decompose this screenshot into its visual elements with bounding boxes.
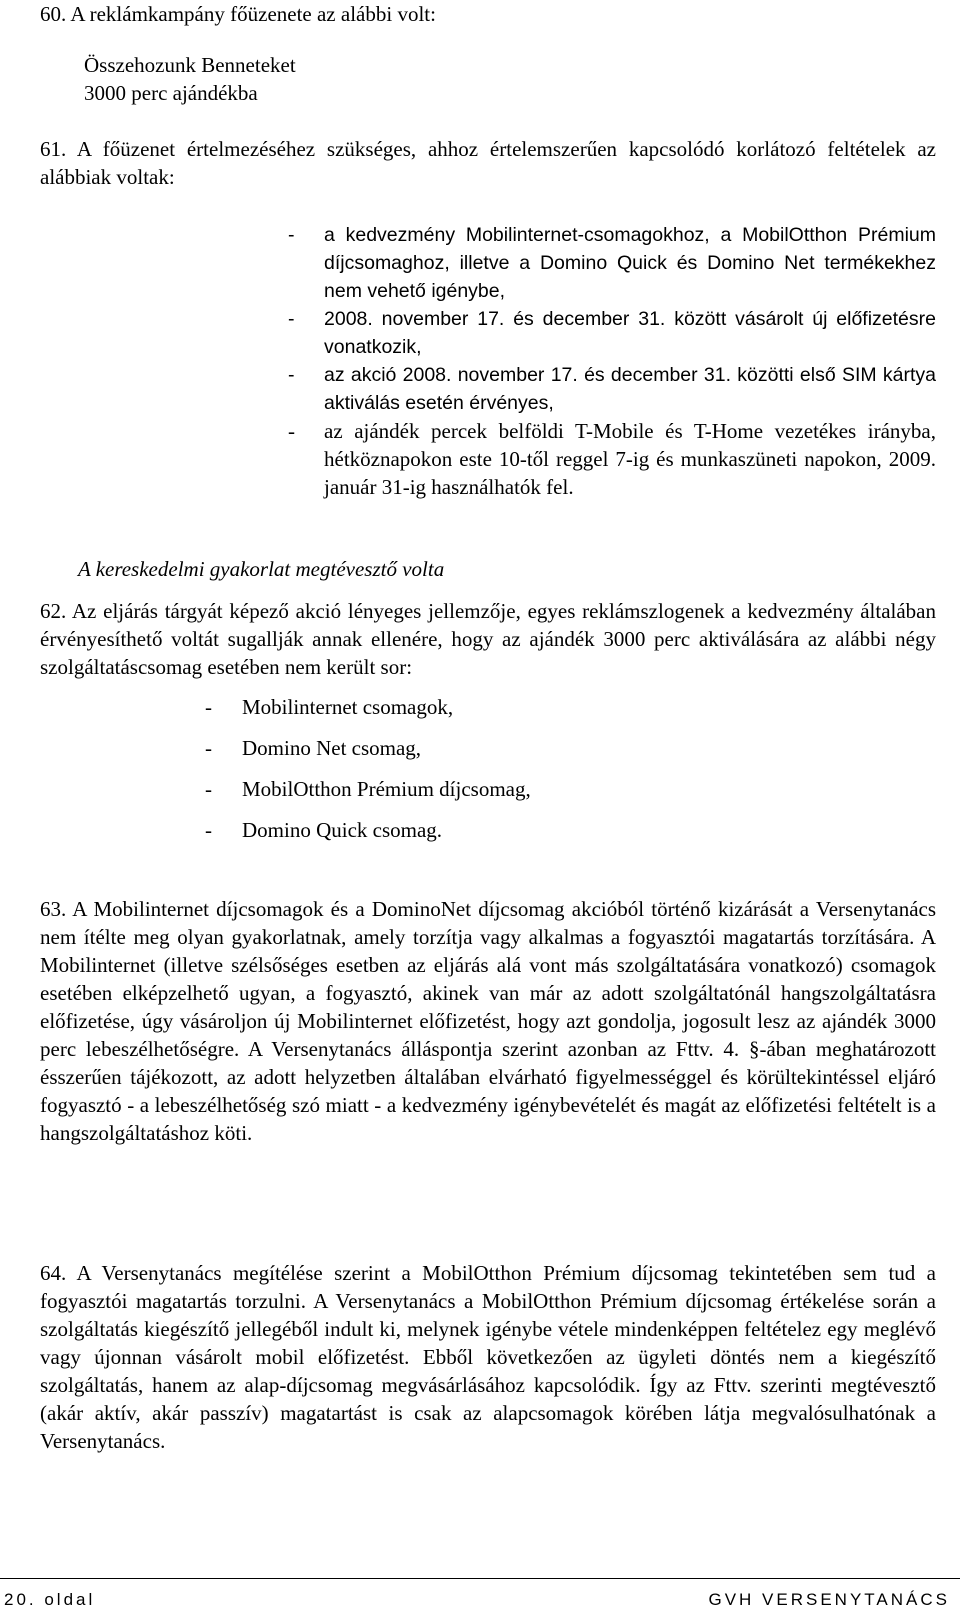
footer-organization: GVH VERSENYTANÁCS	[708, 1590, 950, 1609]
list-item	[205, 734, 531, 775]
dash-bullet: -	[288, 308, 295, 330]
list-item	[205, 775, 531, 816]
section-heading: A kereskedelmi gyakorlat megtévesztő volta	[78, 557, 445, 581]
paragraph-62	[40, 597, 936, 681]
paragraph-number: 61.	[40, 137, 67, 161]
paragraph-text: A reklámkampány főüzenete az alábbi volt:	[70, 2, 436, 26]
list-item	[288, 361, 936, 417]
list-item-text: a kedvezmény Mobilinternet-csomagokhoz, a MobilOtthon Prémium díjcsomaghoz, illetve a Domino Quick és Domino Net termékekhez nem vehető igénybe,	[324, 224, 936, 302]
condition-list	[288, 221, 936, 501]
paragraph-text: Az eljárás tárgyát képező akció lényeges jellemzője, egyes reklámszlogenek a kedvezmény általában érvényesíthető voltát sugallják annak ellenére, hogy az ajándék 3000 perc aktiválására az alábbi négy szolgáltatáscsomag esetében nem került sor:	[40, 599, 937, 679]
slogan-line-2: 3000 perc ajándékba	[84, 81, 258, 105]
slogan-line-1: Összehozunk Benneteket	[84, 53, 296, 77]
dash-bullet: -	[205, 736, 212, 760]
list-item	[288, 417, 936, 501]
paragraph-text: A Versenytanács megítélése szerint a MobilOtthon Prémium díjcsomag tekintetében sem tud a fogyasztói magatartás torzulni. A Versenytanács a MobilOtthon Prémium díjcsomag értékelése során a szolgáltatás kiegészítő jellegéből indult ki, melynek igénybe vétele mindenképpen feltételez egy meglévő vagy újonnan vásárolt mobil előfizetést. Ebből következően az ügyleti döntés nem a kiegészítő szolgáltatás, hanem az alap-díjcsomag megvásárlásához kapcsolódik. Így az Fttv. szerinti megtévesztő (akár aktív, akár passzív) magatartást is csak az alapcsomagok körében látja megvalósulhatónak a Versenytanács.	[40, 1261, 936, 1453]
paragraph-number: 64.	[40, 1261, 67, 1285]
paragraph-number: 60.	[40, 2, 67, 26]
paragraph-64	[40, 1259, 936, 1455]
dash-bullet: -	[205, 777, 212, 801]
dash-bullet: -	[288, 224, 295, 246]
list-item-text: Mobilinternet csomagok,	[242, 695, 454, 719]
list-item	[288, 305, 936, 361]
dash-bullet: -	[288, 419, 295, 443]
page-number: 20. oldal	[4, 1590, 96, 1609]
list-item-text: Domino Quick csomag.	[242, 818, 443, 842]
list-item	[205, 693, 531, 734]
paragraph-number: 63.	[40, 897, 67, 921]
list-item-text: 2008. november 17. és december 31. között vásárolt új előfizetésre vonatkozik,	[324, 308, 936, 358]
dash-bullet: -	[205, 818, 212, 842]
list-item-text: az ajándék percek belföldi T-Mobile és T-Home vezetékes irányba, hétköznapokon este 10-től reggel 7-ig és munkaszüneti napokon, 2009. január 31-ig használhatók fel.	[324, 419, 936, 499]
list-item	[205, 816, 531, 857]
footer-divider	[0, 1578, 960, 1579]
excluded-package-list	[205, 693, 531, 857]
dash-bullet: -	[288, 364, 295, 386]
list-item-text: MobilOtthon Prémium díjcsomag,	[242, 777, 531, 801]
list-item-text: az akció 2008. november 17. és december 31. közötti első SIM kártya aktiválás esetén érvényes,	[324, 364, 936, 414]
paragraph-60	[40, 0, 936, 28]
paragraph-text: A Mobilinternet díjcsomagok és a DominoNet díjcsomag akcióból történő kizárását a Versenytanács nem ítélte meg olyan gyakorlatnak, amely torzítja vagy alkalmas a fogyasztói magatartás torzítására. A Mobilinternet (illetve szélsőséges esetben az eljárás alá vont más szolgáltatására vonatkozó) csomagok esetében elképzelhető ugyan, a fogyasztó, akinek van már az adott szolgáltatónál hangszolgáltatásra előfizetése, úgy vásároljon új Mobilinternet előfizetést, hogy azt gondolja, jogosult lesz az ajándék 3000 perc lebeszélhetőségre. A Versenytanács álláspontja szerint azonban az Fttv. 4. §-ában meghatározott ésszerűen tájékozott, az adott helyzetben általában elvárható figyelmességgel és körültekintéssel eljáró fogyasztó - a lebeszélhetőség szó miatt - a kedvezmény igénybevételét és magát az előfizetési feltételt is a hangszolgáltatáshoz köti.	[40, 897, 937, 1145]
paragraph-number: 62.	[40, 599, 67, 623]
paragraph-63	[40, 895, 936, 1147]
dash-bullet: -	[205, 695, 212, 719]
list-item-text: Domino Net csomag,	[242, 736, 422, 760]
list-item	[288, 221, 936, 305]
paragraph-text: A főüzenet értelmezéséhez szükséges, ahhoz értelemszerűen kapcsolódó korlátozó feltételek az alábbiak voltak:	[40, 137, 937, 189]
paragraph-61	[40, 135, 936, 191]
